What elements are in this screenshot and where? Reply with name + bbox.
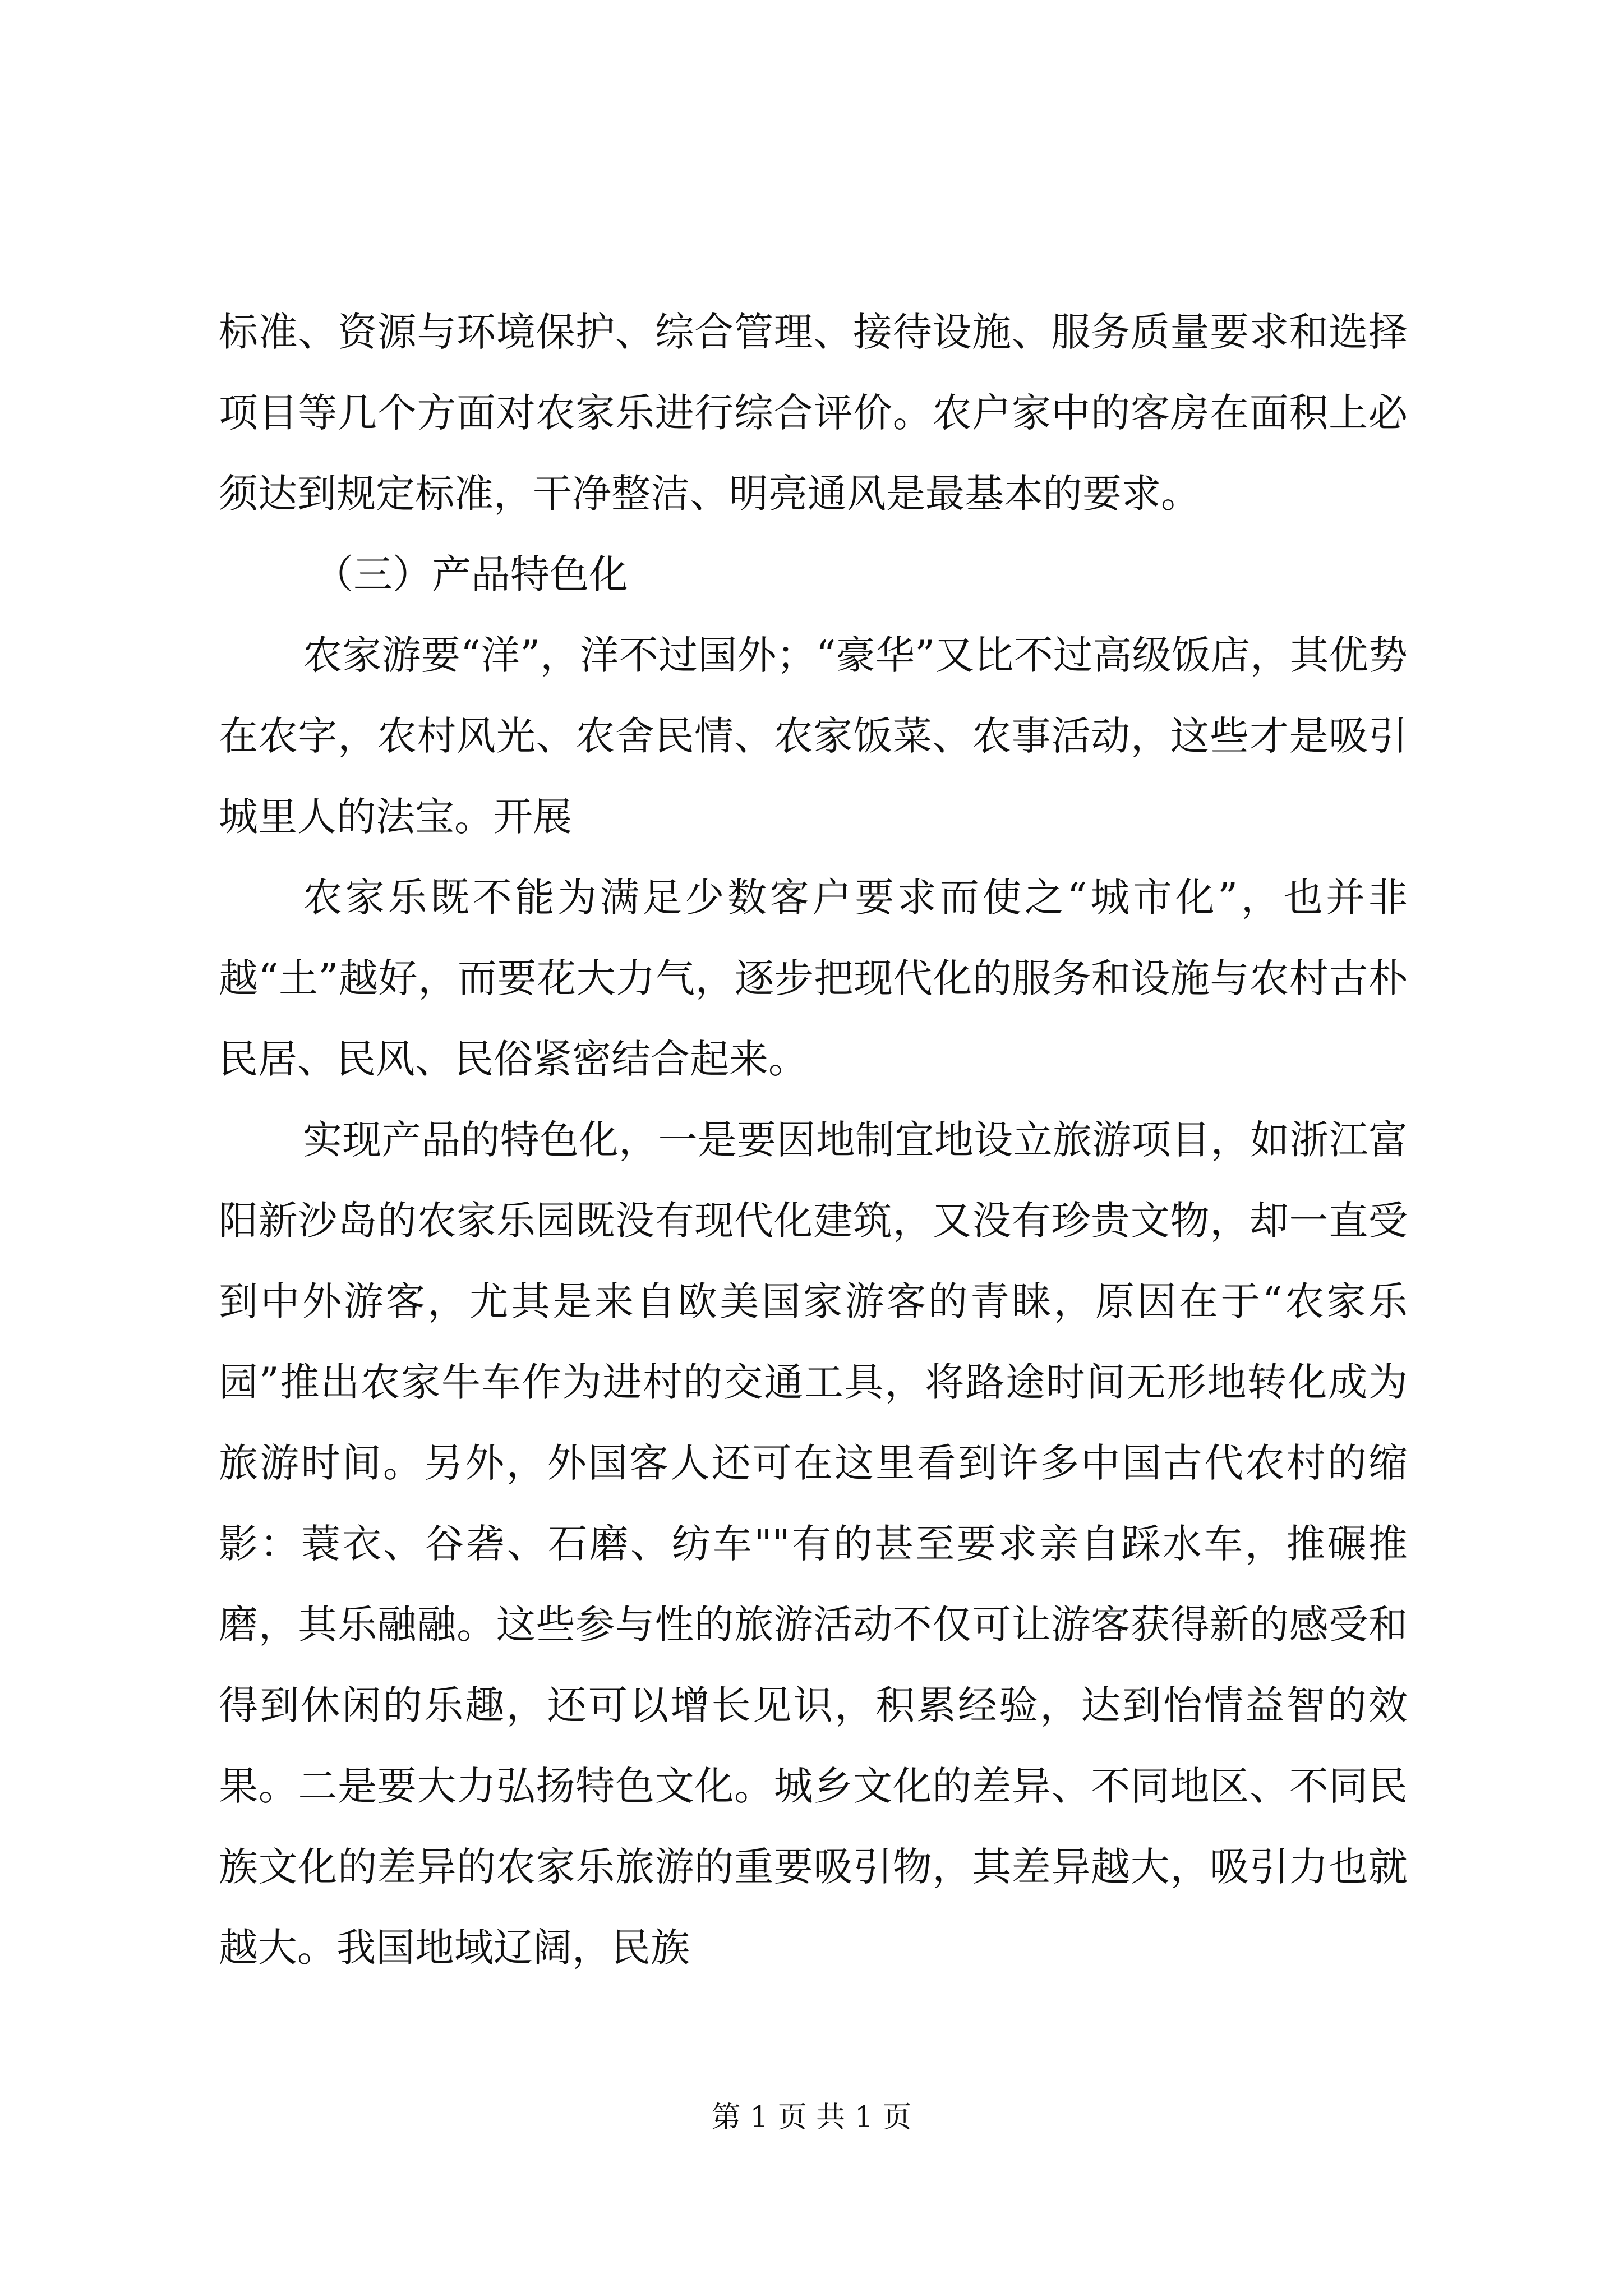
paragraph-rural-advantage: 农家游要“洋”，洋不过国外；“豪华”又比不过高级饭店，其优势在农字，农村风光、农舍民情、农家饭菜、农事活动，这些才是吸引城里人的法宝。开展 — [219, 632, 1408, 840]
document-body — [219, 292, 1408, 1988]
paragraph-urbanization-balance: 农家乐既不能为满足少数客户要求而使之“城市化”，也并非越“土”越好，而要花大力气，逐步把现代化的服务和设施与农村古朴民居、民风、民俗紧密结合起来。 — [219, 875, 1408, 1082]
paragraph-product-characteristics: 实现产品的特色化，一是要因地制宜地设立旅游项目，如浙江富阳新沙岛的农家乐园既没有现代化建筑，又没有珍贵文物，却一直受到中外游客，尤其是来自欧美国家游客的青睐，原因在于“农家乐园”推出农家牛车作为进村的交通工具，将路途时间无形地转化成为旅游时间。另外，外国客人还可在这里看到许多中国古代农村的缩影：蓑衣、谷砻、石磨、纺车""有的甚至要求亲自踩水车，推碾推磨，其乐融融。这些参与性的旅游活动不仅可让游客获得新的感受和得到休闲的乐趣，还可以增长见识，积累经验，达到怡情益智的效果。二是要大力弘扬特色文化。城乡文化的差异、不同地区、不同民族文化的差异的农家乐旅游的重要吸引物，其差异越大，吸引力也就越大。我国地域辽阔，民族 — [219, 1117, 1408, 1971]
section-heading: （三）产品特色化 — [314, 551, 628, 597]
paragraph-continuation: 标准、资源与环境保护、综合管理、接待设施、服务质量要求和选择项目等几个方面对农家乐进行综合评价。农户家中的客房在面积上必须达到规定标准，干净整洁、明亮通风是最基本的要求。 — [219, 309, 1408, 517]
page-footer: 第 1 页 共 1 页 — [711, 2101, 912, 2134]
